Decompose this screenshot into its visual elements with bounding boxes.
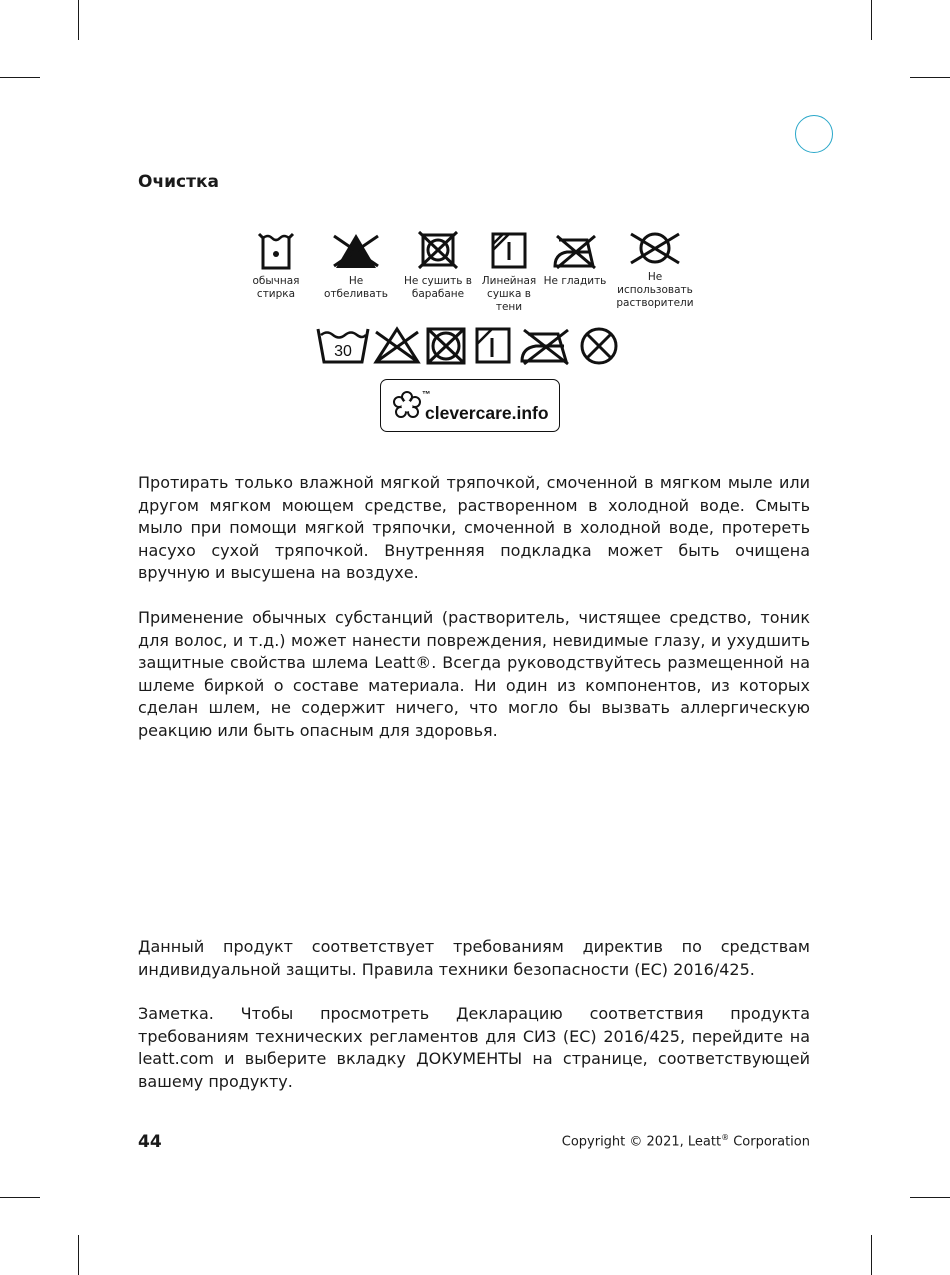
- paragraph-note: Заметка. Чтобы просмотреть Декларацию соответствия продукта требованиям технических регламентов для СИЗ (ЕС) 2016/425, перейдите на leatt.com и выберите вкладку ДОКУМЕНТЫ на странице, соответствующей вашему продукту.: [138, 1004, 810, 1091]
- paragraph-substances-warning: Применение обычных субстанций (растворитель, чистящее средство, тоник для волос, и т.д.) может нанести повреждения, невидимые глазу, и ухудшить защитные свойства шлема Leatt®. Всегда руководствуйтесь размещенной на шлеме биркой о составе материала. Ни один из компонентов, из которых сделан шлем, не содержит ничего, что могло бы вызвать аллергическую реакцию или быть опасным для здоровья.: [138, 608, 810, 740]
- crop-mark: [0, 1197, 40, 1198]
- do-not-dry-clean-icon: [576, 326, 622, 366]
- do-not-iron-icon: [518, 326, 572, 366]
- do-not-bleach-outline-icon: [372, 326, 422, 366]
- trademark-symbol: ™: [422, 389, 431, 399]
- line-dry-shade-icon: [489, 230, 529, 272]
- line-dry-shade-icon: [474, 326, 512, 366]
- crop-mark: [871, 0, 872, 40]
- copyright-prefix: Copyright © 2021, Leatt: [561, 1134, 722, 1150]
- registered-mark: ®: [721, 1133, 730, 1142]
- clevercare-logo: [380, 379, 560, 432]
- paragraph-cleaning-instructions: Протирать только влажной мягкой тряпочкой, смоченной в мягком мыле или другом мягком моющем средстве, растворенном в холодной воде. Смыть мыло при помощи мягкой тряпочки, смоченной в холодной воде, протереть насухо сухой тряпочкой. Внутренняя подкладка может быть очищена вручную и высушена на воздухе.: [138, 473, 810, 582]
- care-label: обычная стирка: [252, 275, 300, 300]
- crop-mark: [910, 1197, 950, 1198]
- clevercare-text: clevercare.info: [425, 403, 549, 423]
- care-symbol-no-bleach: [320, 230, 392, 301]
- registration-circle: [795, 115, 833, 153]
- clevercare-flower-icon: [391, 390, 423, 422]
- care-label: Не сушить в барабане: [404, 275, 472, 300]
- care-label: Не отбеливать: [324, 275, 388, 300]
- crop-mark: [0, 77, 40, 78]
- crop-mark: [78, 1235, 79, 1275]
- crop-mark: [871, 1235, 872, 1275]
- wash-temperature: 30: [334, 343, 352, 360]
- paragraph-compliance: Данный продукт соответствует требованиям директив по средствам индивидуальной защиты. Правила техники безопасности (ЕС) 2016/425.: [138, 937, 810, 979]
- crop-mark: [910, 77, 950, 78]
- copyright-suffix: Corporation: [729, 1134, 810, 1150]
- do-not-dry-clean-icon: [627, 230, 683, 268]
- do-not-bleach-icon: [330, 230, 382, 272]
- care-symbol-line-dry-shade: [478, 230, 540, 314]
- section-heading: Очистка: [138, 172, 219, 192]
- care-symbol-no-tumble-dry: [402, 230, 474, 301]
- care-label: Не использовать растворители: [616, 271, 694, 309]
- crop-mark: [78, 0, 79, 40]
- do-not-iron-icon: [551, 230, 599, 272]
- copyright-notice: [562, 1133, 810, 1149]
- hand-wash-icon: [256, 230, 296, 272]
- care-label: Линейная сушка в тени: [481, 275, 537, 313]
- care-symbol-no-iron: [543, 230, 607, 288]
- do-not-tumble-dry-icon: [417, 230, 459, 272]
- wash-30-icon: [315, 326, 371, 366]
- care-symbol-hand-wash: [245, 230, 307, 301]
- page-number: 44: [138, 1132, 162, 1152]
- do-not-tumble-dry-icon: [424, 326, 468, 366]
- care-symbol-no-dry-clean: [614, 230, 696, 310]
- care-label: Не гладить: [543, 275, 607, 287]
